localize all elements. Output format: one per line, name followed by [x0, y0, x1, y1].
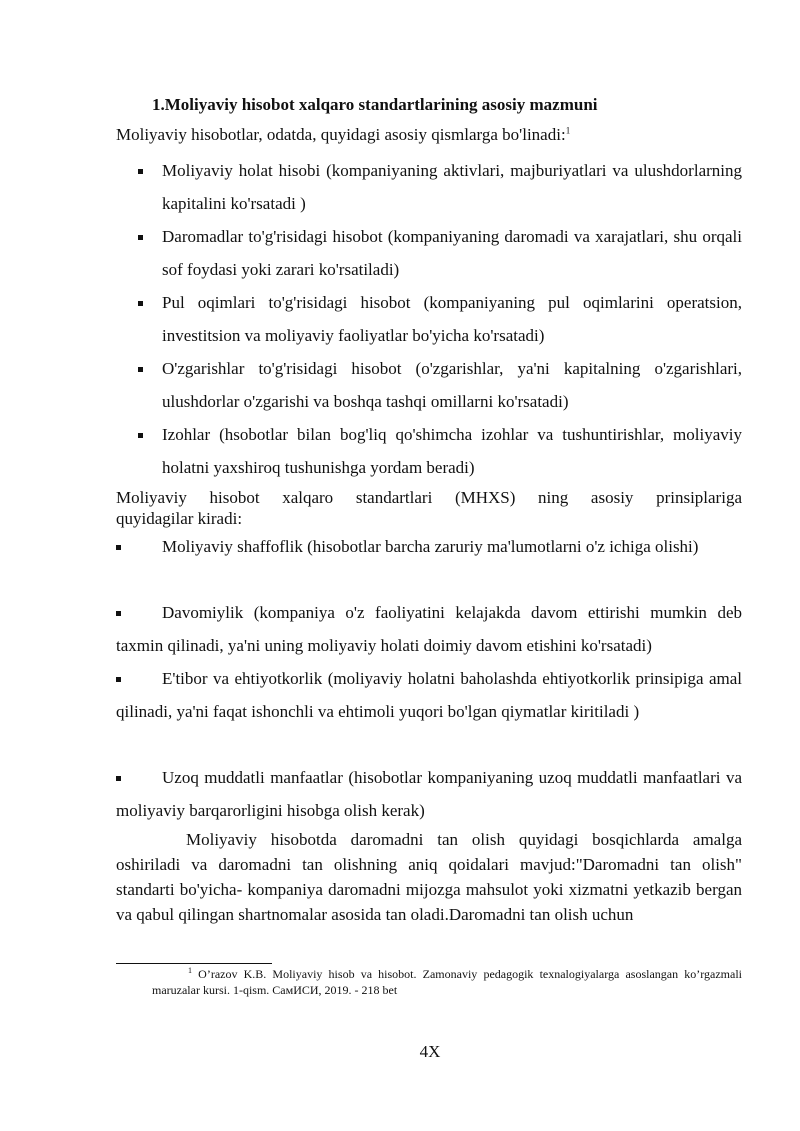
footnote-text: O’razov K.B. Moliyaviy hisob va hisobot. Zamonaviy pedagogik texnalogiyalarga asoslangan ko’rgazmali maruzalar kursi. 1-qism. СамИСИ, 2019. - 218 bet — [152, 967, 743, 997]
bullet-square-icon — [138, 235, 143, 240]
intro-paragraph — [116, 124, 746, 146]
principles-intro-line2: quyidagilar kiradi: — [116, 509, 243, 528]
bullet-square-icon — [138, 367, 143, 372]
intro-text: Moliyaviy hisobotlar, odatda, quyidagi asosiy qismlarga bo'linadi: — [116, 125, 566, 144]
list-item: Izohlar (hsobotlar bilan bog'liq qo'shimcha izohlar va tushuntirishlar, moliyaviy holatni yaxshiroq tushunishga yordam beradi) — [162, 425, 742, 477]
page-number: 4X — [419, 1042, 441, 1061]
revenue-paragraph: Moliyaviy hisobotda daromadni tan olish quyidagi bosqichlarda amalga oshiriladi va daromadni tan olishning aniq qoidalari mavjud:"Daromadni tan olish" standarti bo'yicha- kompaniya daromadni mijozga mahsulot yoki xizmatni yetkazib bergan va qabul qilingan shartnomalar asosida tan oladi.Daromadni tan olish uchun — [116, 830, 742, 924]
list-item: Moliyaviy shaffoflik (hisobotlar barcha zaruriy ma'lumotlarni o'z ichiga olishi) — [162, 537, 699, 556]
footnote — [152, 966, 742, 998]
bullet-square-icon — [138, 433, 143, 438]
bullet-square-icon — [138, 301, 143, 306]
section-heading: 1.Moliyaviy hisobot xalqaro standartlarining asosiy mazmuni — [152, 95, 598, 114]
list-item: Davomiylik (kompaniya o'z faoliyatini kelajakda davom ettirishi mumkin deb taxmin qilinadi, ya'ni uning moliyaviy holati doimiy davom etishini ko'rsatadi) — [116, 603, 742, 655]
list-item: Daromadlar to'g'risidagi hisobot (kompaniyaning daromadi va xarajatlari, shu orqali sof foydasi yoki zarari ko'rsatiladi) — [162, 227, 742, 279]
list-item: Pul oqimlari to'g'risidagi hisobot (kompaniyaning pul oqimlarini operatsion, investitsion va moliyaviy faoliyatlar bo'yicha ko'rsatadi) — [162, 293, 742, 345]
footnote-mark: 1 — [188, 966, 192, 975]
list-item: O'zgarishlar to'g'risidagi hisobot (o'zgarishlar, ya'ni kapitalning o'zgarishlari, ulushdorlar o'zgarishi va boshqa tashqi omillarni ko'rsatadi) — [162, 359, 742, 411]
principles-intro-line1: Moliyaviy hisobot xalqaro standartlari (MHXS) ning asosiy prinsiplariga — [116, 488, 742, 507]
bullet-square-icon — [138, 169, 143, 174]
footnote-divider — [116, 963, 272, 964]
footnote-reference[interactable]: 1 — [565, 125, 571, 136]
principles-intro — [116, 487, 742, 529]
list-item: E'tibor va ehtiyotkorlik (moliyaviy holatni baholashda ehtiyotkorlik prinsipiga amal qilinadi, ya'ni faqat ishonchli va ehtimoli yuqori bo'lgan qiymatlar kiritiladi ) — [116, 669, 742, 721]
list-item: Moliyaviy holat hisobi (kompaniyaning aktivlari, majburiyatlari va ulushdorlarning kapitalini ko'rsatadi ) — [162, 161, 742, 213]
list-item: Uzoq muddatli manfaatlar (hisobotlar kompaniyaning uzoq muddatli manfaatlari va moliyaviy barqarorligini hisobga olish kerak) — [116, 768, 742, 820]
